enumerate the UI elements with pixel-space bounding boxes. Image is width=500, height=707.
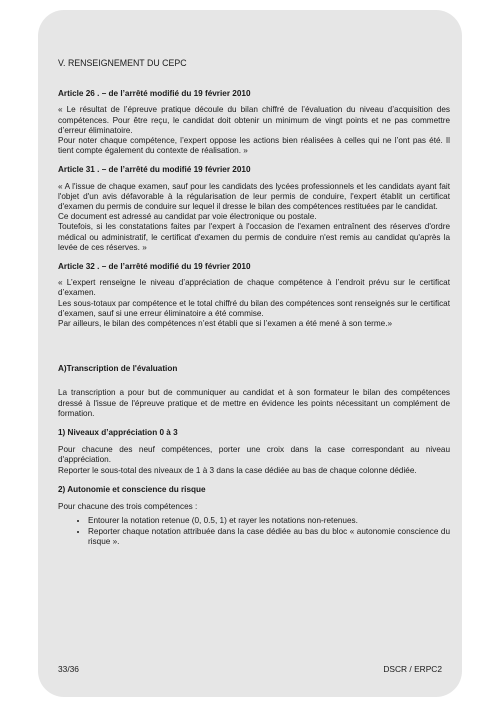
article-paragraph: Par ailleurs, le bilan des compétences n’est établi que si l’examen a été mené à son terme.»	[58, 319, 393, 329]
article-31	[58, 165, 450, 253]
transcription-title: A)Transcription de l'évaluation	[58, 364, 178, 374]
niveaux-paragraph: Reporter le sous-total des niveaux de 1 à 3 dans la case dédiée au bas de chaque colonne dédiée.	[58, 465, 417, 475]
article-paragraph: Toutefois, si les constatations faites par l'expert à l'occasion de l'examen entraînent des réserves d'ordre médical ou administratif, le certificat d'examen du permis de conduire n'est remis au candidat qu'après la levée de ces réserves. »	[58, 222, 450, 252]
article-paragraph: Les sous-totaux par compétence et le total chiffré du bilan des compétences sont renseignés sur le certificat d’examen, sauf si une erreur éliminatoire a été commise.	[58, 298, 450, 318]
bullet-item: • Entourer la notation retenue (0, 0.5, 1) et rayer les notations non-retenues.	[88, 516, 450, 526]
transcription-section	[58, 364, 450, 419]
article-paragraph: « Le résultat de l’épreuve pratique découle du bilan chiffré de l’évaluation du niveau d’acquisition des compétences. Pour être reçu, le candidat doit obtenir un minimum de vingt points et ne pas commettre d’erreur éliminatoire.	[58, 105, 450, 135]
bullet-item: • Reporter chaque notation attribuée dans la case dédiée au bas du bloc « autonomie conscience du risque ».	[88, 527, 450, 547]
article-title: Article 31 . – de l’arrêté du modifié 19 février 2010	[58, 165, 251, 175]
autonomie-intro: Pour chacune des trois compétences :	[58, 502, 198, 512]
article-paragraph: Pour noter chaque compétence, l’expert oppose les actions bien réalisées à celles qui ne l’ont pas été. Il tient compte également du contexte de réalisation. »	[58, 136, 450, 156]
document-body	[58, 58, 450, 556]
article-paragraph: « A l'issue de chaque examen, sauf pour les candidats des lycées professionnels et les candidats ayant fait l'objet d'un avis défavorable à la régularisation de leur permis de conduire, l'expert établit un certificat d'examen du permis de conduire sur lequel il dresse le bilan des compétences restituées par le candidat.	[58, 181, 450, 212]
page-number: 33/36	[58, 664, 79, 674]
section-title: V. RENSEIGNEMENT DU CEPC	[58, 58, 187, 68]
autonomie-bullet-list	[58, 516, 450, 547]
autonomie-title: 2) Autonomie et conscience du risque	[58, 484, 206, 494]
niveaux-section	[58, 428, 450, 476]
article-26	[58, 89, 450, 156]
article-title: Article 26 . – de l’arrêté modifié du 19 février 2010	[58, 89, 251, 99]
article-32	[58, 262, 450, 329]
article-paragraph: Ce document est adressé au candidat par voie électronique ou postale.	[58, 212, 317, 222]
transcription-intro: La transcription a pour but de communiquer au candidat et à son formateur le bilan des compétences dressé à l'issue de l'épreuve pratique et de mettre en évidence les points nécessitant un complément de formation.	[58, 388, 450, 418]
niveaux-title: 1) Niveaux d’appréciation 0 à 3	[58, 428, 178, 438]
autonomie-section	[58, 485, 450, 547]
niveaux-paragraph: Pour chacune des neuf compétences, porter une croix dans la case correspondant au niveau d'appréciation.	[58, 445, 450, 465]
article-paragraph: « L’expert renseigne le niveau d’appréciation de chaque compétence à l’endroit prévu sur le certificat d’examen.	[58, 278, 450, 298]
document-reference: DSCR / ERPC2	[383, 664, 442, 674]
article-title: Article 32 . – de l’arrêté modifié du 19 février 2010	[58, 262, 251, 272]
